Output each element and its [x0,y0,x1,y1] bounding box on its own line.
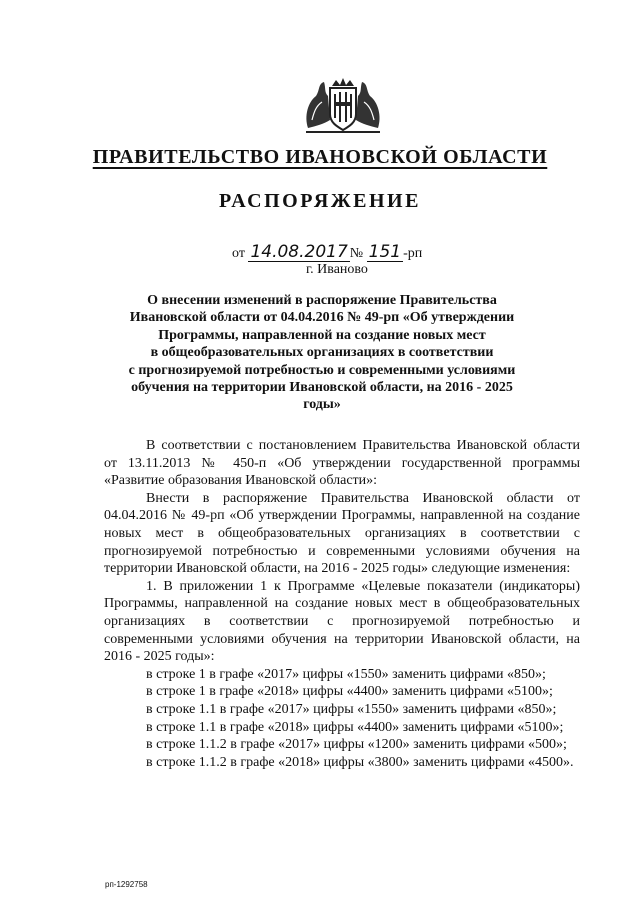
paragraph: 1. В приложении 1 к Программе «Целевые показатели (индикаторы) Программы, направленной на создание новых мест в общеобразовательных организациях в соответствии с прогнозируемой потребностью и современными условиями обучения на территории Ивановской области, на 2016 - 2025 годы»: [104,578,580,665]
heading-line: О внесении изменений в распоряжение Правительства [147,293,497,308]
paragraph: в строке 1.1.2 в графе «2018» цифры «3800» заменить цифрами «4500». [146,754,574,770]
document-code: рп-1292758 [105,880,148,889]
heading-line: обучения на территории Ивановской области, на 2016 - 2025 годы» [131,380,513,413]
date-number-line [232,244,422,262]
paragraph: в строке 1.1 в графе «2017» цифры «1550» заменить цифрами «850»; [146,701,557,717]
date-prefix: от [232,246,245,261]
paragraph: в строке 1 в графе «2017» цифры «1550» заменить цифрами «850»; [146,666,546,682]
document-body [104,437,580,771]
handwritten-number: 151 [368,242,402,262]
heading-line: Ивановской области от 04.04.2016 № 49-рп «Об утверждении [129,310,515,326]
paragraph: в строке 1.1.2 в графе «2017» цифры «1200» заменить цифрами «500»; [146,737,567,753]
coat-of-arms-emblem [302,76,384,136]
paragraph: в строке 1.1 в графе «2018» цифры «4400» заменить цифрами «5100»; [146,719,564,735]
heading-line: Программы, направленной на создание новых мест [158,327,486,343]
paragraph: в строке 1 в графе «2018» цифры «4400» заменить цифрами «5100»; [146,684,553,700]
paragraph: В соответствии с постановлением Правительства Ивановской области от 13.11.2013 № 450-п «Об утверждении государственной программы «Развитие образования Ивановской области»: [104,438,580,489]
paragraph: Внести в распоряжение Правительства Ивановской области от 04.04.2016 № 49-рп «Об утверждении Программы, направленной на создание новых мест в общеобразовательных организациях в соответствии с прогнозируемой потребностью и современными условиями обучения на территории Ивановской области, на 2016 - 2025 годы» следующие изменения: [104,490,580,577]
number-sign: № [349,246,364,261]
heading-line: с прогнозируемой потребностью и современными условиями [128,362,516,378]
document-heading [112,292,532,414]
government-title: ПРАВИТЕЛЬСТВО ИВАНОВСКОЙ ОБЛАСТИ [92,146,548,168]
document-type: РАСПОРЯЖЕНИЕ [219,190,421,212]
city: г. Иваново [306,262,368,277]
number-suffix: -рп [403,246,423,261]
heading-line: в общеобразовательных организациях в соответствии [150,345,494,361]
handwritten-date: 14.08.2017 [250,242,348,262]
